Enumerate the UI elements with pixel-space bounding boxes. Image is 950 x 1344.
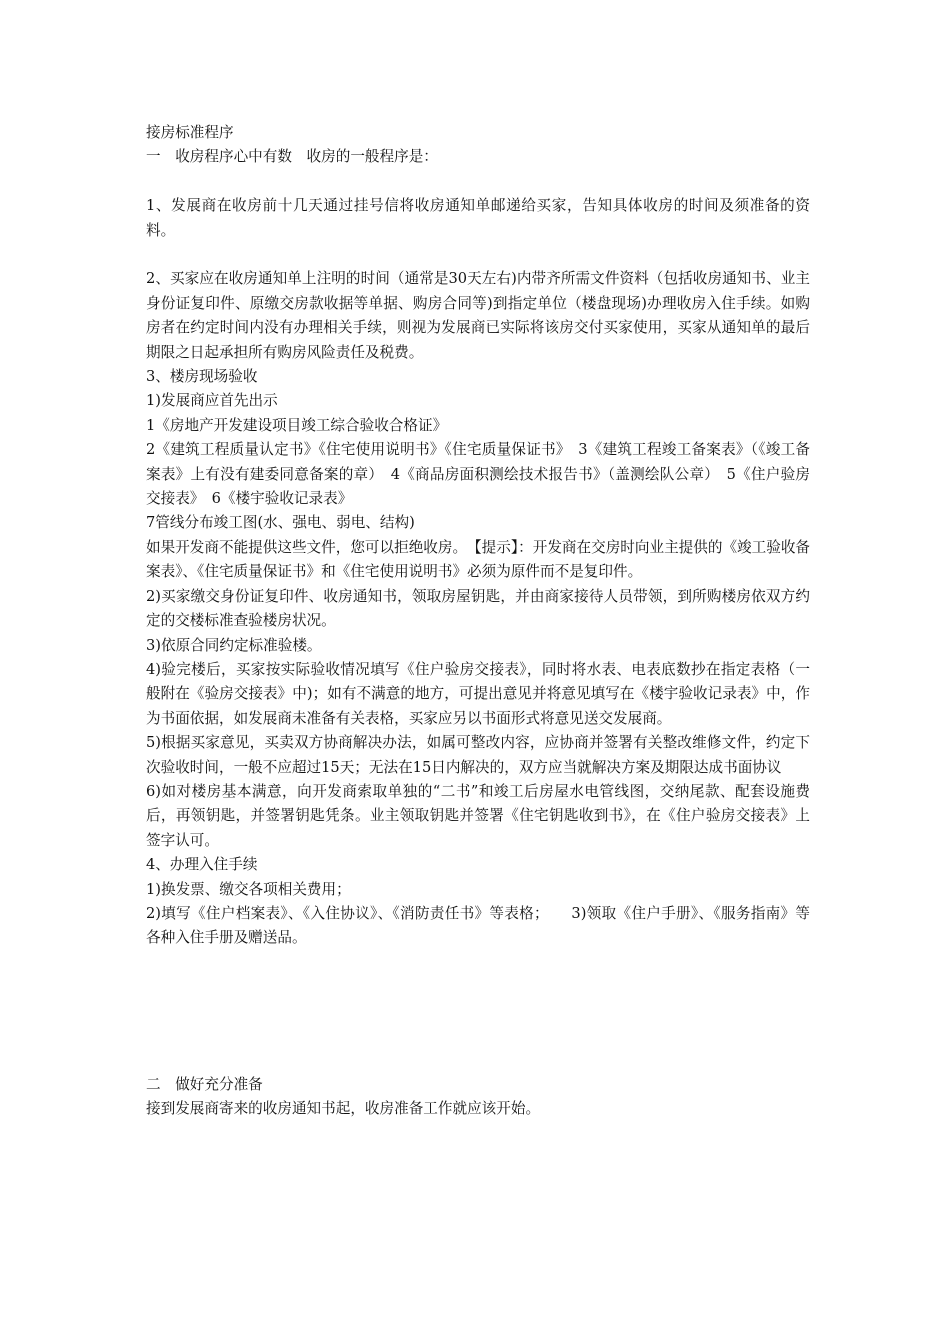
paragraph-step-4-2: 2)填写《住户档案表》、《入住协议》、《消防责任书》等表格； 3)领取《住户手册》、《服务指南》等各种入住手册及赠送品。: [146, 904, 810, 947]
paragraph-step-3-1: 1)发展商应首先出示: [146, 392, 278, 410]
document-body: [146, 121, 810, 1122]
blank-line: [146, 243, 810, 267]
paragraph-step-3-5: 5)根据买家意见，买卖双方协商解决办法，如属可整改内容，应协商并签署有关整改维修文件，约定下次验收时间，一般不应超过15天；无法在15日内解决的，双方应当就解决方案及期限达成书面协议: [146, 734, 810, 776]
section-1-heading: 一 收房程序心中有数 收房的一般程序是：: [146, 148, 438, 166]
paragraph-step-3-heading: 3、楼房现场验收: [146, 368, 258, 386]
paragraph-step-3-docs-2: 2《建筑工程质量认定书》《住宅使用说明书》《住宅质量保证书》 3《建筑工程竣工备案表》（《竣工备案表》上有没有建委同意备案的章） 4《商品房面积测绘技术报告书》（盖测绘队公章） 5《住户验房交接表》 6《楼宇验收记录表》: [146, 441, 810, 508]
section-2-heading: 二 做好充分准备: [146, 1075, 263, 1093]
paragraph-step-1: 1、发展商在收房前十几天通过挂号信将收房通知单邮递给买家，告知具体收房的时间及须准备的资料。: [146, 197, 810, 239]
paragraph-step-3-docs-3: 7管线分布竣工图(水、强电、弱电、结构): [146, 514, 415, 532]
paragraph-step-4-heading: 4、办理入住手续: [146, 856, 258, 874]
paragraph-step-3-docs-1: 1《房地产开发建设项目竣工综合验收合格证》: [146, 416, 448, 434]
document-title: 接房标准程序: [146, 124, 234, 141]
section-2-paragraph-1: 接到发展商寄来的收房通知书起，收房准备工作就应该开始。: [146, 1100, 541, 1118]
paragraph-step-3-3: 3)依原合同约定标准验楼。: [146, 636, 322, 654]
blank-line: [146, 170, 810, 194]
paragraph-step-3-note: 如果开发商不能提供这些文件，您可以拒绝收房。 【提示】：开发商在交房时向业主提供的《竣工验收备案表》、《住宅质量保证书》和《住宅使用说明书》必须为原件而不是复印件。: [146, 538, 811, 581]
paragraph-step-4-1: 1)换发票、缴交各项相关费用；: [146, 880, 351, 898]
section-spacer: [146, 951, 810, 1073]
paragraph-step-3-2: 2)买家缴交身份证复印件、收房通知书，领取房屋钥匙，并由商家接待人员带领，到所购楼房依双方约定的交楼标准查验楼房状况。: [146, 587, 810, 630]
paragraph-step-3-6: 6)如对楼房基本满意，向开发商索取单独的“二书”和竣工后房屋水电管线图，交纳尾款、配套设施费后，再领钥匙，并签署钥匙凭条。业主领取钥匙并签署《住宅钥匙收到书》，在《住户验房交接表》上签字认可。: [146, 782, 810, 849]
paragraph-step-3-4: 4)验完楼后，买家按实际验收情况填写《住户验房交接表》，同时将水表、电表底数抄在指定表格（一般附在《验房交接表》中)；如有不满意的地方，可提出意见并将意见填写在《楼宇验收记录表》中，作为书面依据，如发展商未准备有关表格，买家应另以书面形式将意见送交发展商。: [146, 660, 810, 727]
paragraph-step-2: 2、买家应在收房通知单上注明的时间（通常是30天左右)内带齐所需文件资料（包括收房通知书、业主身份证复印件、原缴交房款收据等单据、购房合同等)到指定单位（楼盘现场)办理收房入住手续。如购房者在约定时间内没有办理相关手续，则视为发展商已实际将该房交付买家使用，买家从通知单的最后期限之日起承担所有购房风险责任及税费。: [146, 270, 810, 361]
